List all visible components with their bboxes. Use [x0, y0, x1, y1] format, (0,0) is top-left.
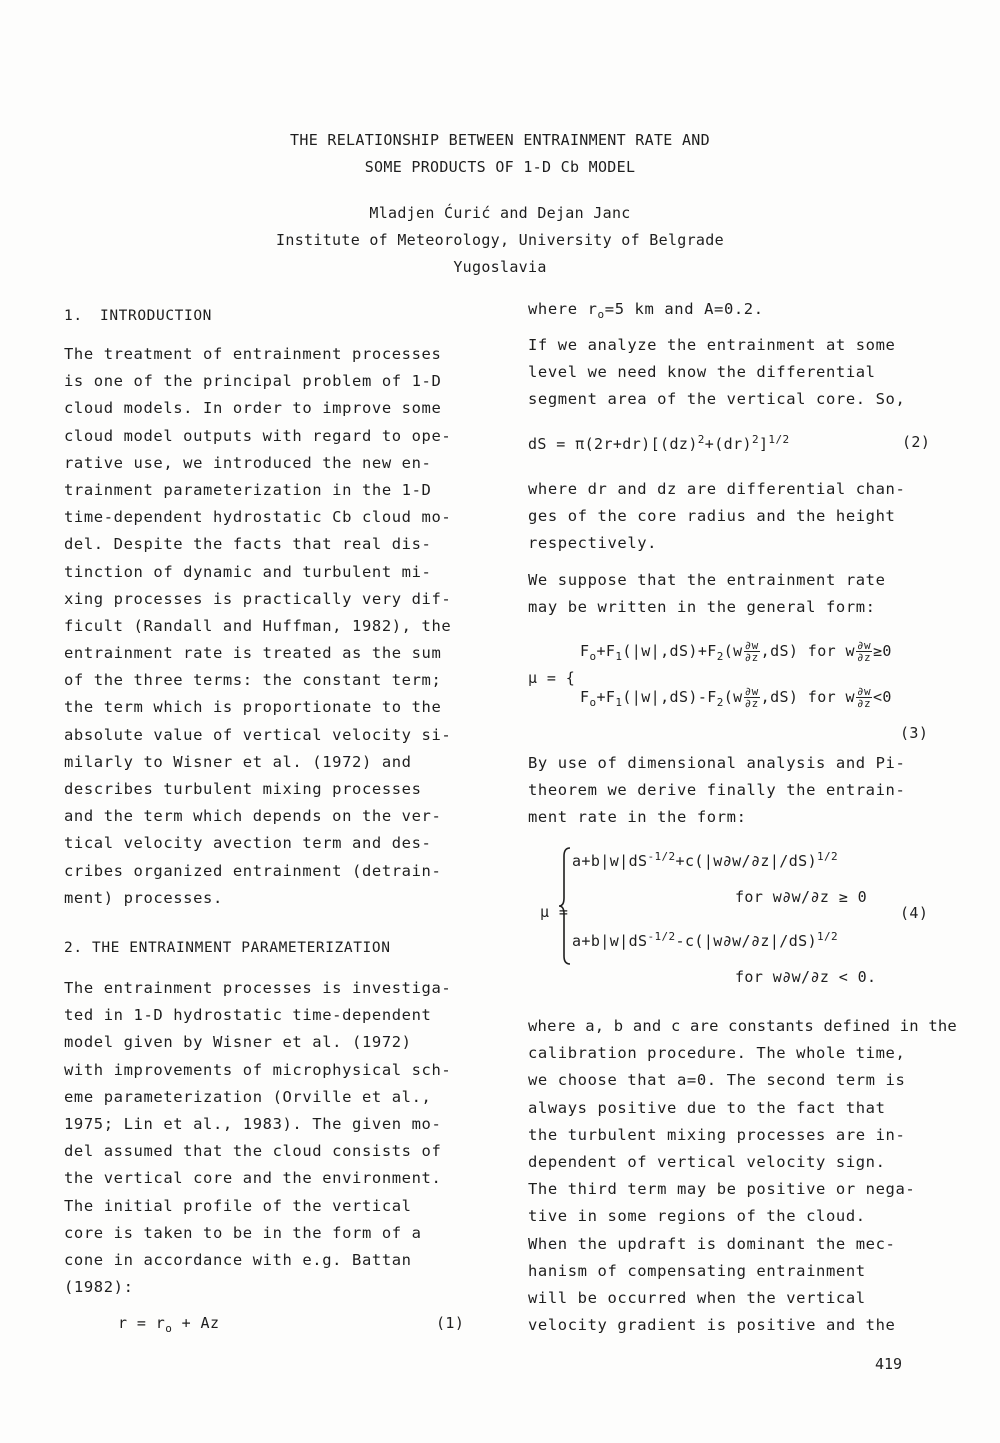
text-line: tinction of dynamic and turbulent mi-: [64, 562, 432, 581]
text-line: level we need know the differential: [528, 363, 876, 382]
text-line: calibration procedure. The whole time,: [528, 1044, 906, 1063]
text-line: (1982):: [64, 1278, 134, 1297]
text-line: eme parameterization (Orville et al.,: [64, 1087, 432, 1106]
text-line: we choose that a=0. The second term is: [528, 1071, 906, 1090]
text-line: cloud model outputs with regard to ope-: [64, 426, 452, 445]
title-line-1: THE RELATIONSHIP BETWEEN ENTRAINMENT RATE AND: [290, 131, 710, 149]
text-line: By use of dimensional analysis and Pi-: [528, 754, 906, 772]
text-line: milarly to Wisner et al. (1972) and: [64, 752, 412, 771]
text-line: the term which is proportionate to the: [64, 698, 442, 717]
text-line: the turbulent mixing processes are in-: [528, 1125, 906, 1144]
fraction: $\frac{\partial w}{\partial z}$: [744, 685, 759, 710]
text-line: is one of the principal problem of 1-D: [64, 372, 442, 391]
fraction: $\frac{\partial w}{\partial z}$: [856, 639, 871, 664]
section-2-heading: 2. THE ENTRAINMENT PARAMETERIZATION: [64, 940, 391, 956]
paragraph-b: [528, 476, 905, 558]
equation-2-number: (2): [902, 433, 931, 451]
equation-4-line-2: $a+b|w|dS^{-1/2}-c(|w\partial w/\partial z|/dS)^{1/2}$: [572, 930, 839, 950]
paragraph-d: [528, 750, 905, 832]
text-line: model given by Wisner et al. (1972): [64, 1033, 412, 1052]
text-line: with improvements of microphysical sch-: [64, 1060, 452, 1079]
text-line: The initial profile of the vertical: [64, 1196, 412, 1215]
paragraph-a: [528, 332, 905, 414]
text-line: xing processes is practically very dif-: [64, 589, 452, 608]
text-line: 1975; Lin et al., 1983). The given mo-: [64, 1114, 442, 1133]
text-line: If we analyze the entrainment at some: [528, 336, 896, 354]
equation-4-condition-1: for w∂w/∂z ≥ 0: [735, 888, 868, 906]
text-line: ficult (Randall and Huffman, 1982), the: [64, 616, 452, 635]
text-line: tical velocity avection term and des-: [64, 834, 432, 853]
text-line: The entrainment processes is investiga-: [64, 979, 452, 997]
text-line: hanism of compensating entrainment: [528, 1261, 866, 1280]
equation-1-number: (1): [436, 1314, 465, 1332]
equation-4-lhs: μ =: [540, 903, 569, 921]
equation-1: $r = r_o + Az$: [118, 1314, 220, 1335]
text-line: where a, b and c are constants defined in the: [528, 1017, 957, 1035]
equation-4-line-1: $a+b|w|dS^{-1/2}+c(|w\partial w/\partial z|/dS)^{1/2}$: [572, 850, 839, 870]
text-line: will be occurred when the vertical: [528, 1288, 866, 1307]
title-line-2: SOME PRODUCTS OF 1-D Cb MODEL: [364, 158, 636, 176]
text-line: theorem we derive finally the entrain-: [528, 781, 906, 800]
affiliation: Institute of Meteorology, University of Belgrade: [276, 231, 724, 249]
text-line: dependent of vertical velocity sign.: [528, 1152, 886, 1171]
text-line: tive in some regions of the cloud.: [528, 1207, 866, 1226]
fraction: $\frac{\partial w}{\partial z}$: [744, 639, 759, 664]
text-line: describes turbulent mixing processes: [64, 780, 422, 798]
page-number: 419: [875, 1355, 903, 1373]
section-1-heading: [64, 308, 212, 324]
equation-3-line-2: $F_o+F_1(|w|,dS)-F_2(w$ $\frac{\partial w}{\partial z}$ ,dS) for w $\frac{\partial w}{\partial z}$ <0: [580, 685, 892, 710]
authors: Mladjen Ćurić and Dejan Janc: [369, 204, 631, 222]
section-1-body: [64, 341, 451, 912]
text-line: core is taken to be in the form of a: [64, 1223, 422, 1242]
section-2-body: [64, 975, 451, 1301]
text-line: ment rate in the form:: [528, 808, 747, 827]
text-line: segment area of the vertical core. So,: [528, 390, 906, 409]
text-line: ted in 1-D hydrostatic time-dependent: [64, 1006, 432, 1025]
text-line: ment) processes.: [64, 888, 223, 907]
text-line: trainment parameterization in the 1-D: [64, 480, 432, 499]
equation-3-lhs: μ = {: [528, 669, 576, 687]
text-line: When the updraft is dominant the mec-: [528, 1234, 896, 1253]
text-line: velocity gradient is positive and the: [528, 1316, 896, 1335]
left-brace-icon: [558, 846, 572, 966]
equation-4-number: (4): [900, 904, 929, 922]
text-line: cribes organized entrainment (detrain-: [64, 861, 442, 880]
country: Yugoslavia: [453, 258, 547, 276]
equation-3-line-1: $F_o+F_1(|w|,dS)+F_2(w$ $\frac{\partial w}{\partial z}$ ,dS) for w $\frac{\partial w}{\partial z}$ ≥0: [580, 639, 892, 664]
text-line: cone in accordance with e.g. Battan: [64, 1250, 412, 1269]
text-line: del assumed that the cloud consists of: [64, 1142, 442, 1161]
text-line: respectively.: [528, 534, 658, 553]
text-line: time-dependent hydrostatic Cb cloud mo-: [64, 508, 452, 527]
equation-3-number: (3): [900, 724, 929, 742]
paragraph-e: [528, 1013, 957, 1339]
text-line: and the term which depends on the ver-: [64, 807, 442, 826]
text-line: del. Despite the facts that real dis-: [64, 535, 432, 554]
text-line: always positive due to the fact that: [528, 1098, 886, 1117]
text-line: the vertical core and the environment.: [64, 1169, 442, 1188]
equation-2: dS = $\pi(2r+dr)[(dz)^2+(dr)^2]^{1/2}$: [528, 433, 790, 453]
section-1-title: INTRODUCTION: [100, 308, 212, 324]
text-line: may be written in the general form:: [528, 598, 876, 617]
where-r0: where $r_o=5$ km and A=0.2.: [528, 300, 764, 322]
text-line: The third term may be positive or nega-: [528, 1180, 916, 1199]
fraction: $\frac{\partial w}{\partial z}$: [856, 685, 871, 710]
text-line: The treatment of entrainment processes: [64, 345, 442, 363]
text-line: ges of the core radius and the height: [528, 507, 896, 526]
text-line: absolute value of vertical velocity si-: [64, 725, 452, 744]
text-line: of the three terms: the constant term;: [64, 671, 442, 690]
equation-4-condition-2: for w∂w/∂z < 0.: [735, 968, 877, 986]
text-line: entrainment rate is treated as the sum: [64, 644, 442, 663]
text-line: rative use, we introduced the new en-: [64, 453, 432, 472]
section-1-number: 1.: [64, 308, 83, 324]
paragraph-c: [528, 567, 886, 621]
text-line: cloud models. In order to improve some: [64, 399, 442, 418]
text-line: where dr and dz are differential chan-: [528, 480, 906, 498]
text-line: We suppose that the entrainment rate: [528, 571, 886, 589]
